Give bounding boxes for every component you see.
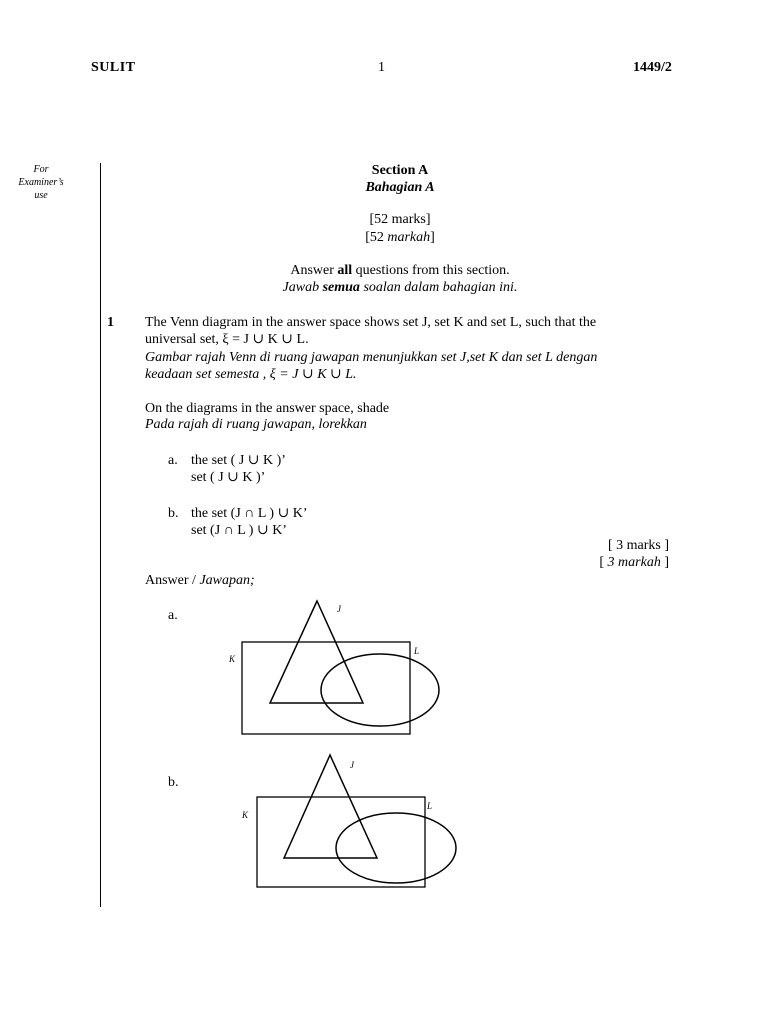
question-number: 1 (107, 315, 114, 330)
answer-ms: Jawapan; (199, 573, 255, 588)
paper-code: 1449/2 (633, 60, 672, 75)
label-k: K (229, 654, 236, 664)
answer-label (145, 572, 255, 589)
shade-instruction: On the diagrams in the answer space, shade (145, 401, 390, 416)
instr-pre: Answer (290, 263, 338, 278)
label-j: J (337, 604, 341, 614)
set-j-triangle (284, 755, 377, 858)
part-a-line-1: the set ( J ∪ K )’ (191, 453, 286, 468)
instr-ms-post: soalan dalam bahagian ini. (359, 280, 518, 295)
section-title: Section A (371, 163, 429, 178)
instruction-ms (170, 280, 630, 296)
margin-divider (100, 163, 101, 907)
section-marks-ms (170, 230, 630, 246)
set-k-rectangle (257, 797, 425, 887)
section-title-ms: Bahagian A (365, 180, 435, 195)
instr-bold: all (337, 263, 353, 278)
qmarks-ms-open: [ (599, 555, 608, 570)
marks-ms-close: ] (430, 230, 435, 245)
question-marks-ms (599, 555, 669, 571)
section-marks: [52 marks] (369, 212, 431, 227)
examiner-line-1: For (33, 164, 49, 175)
examiner-line-3: use (34, 190, 48, 201)
set-l-ellipse (321, 654, 439, 726)
header-sulit: SULIT (91, 60, 136, 75)
part-b-label: b. (168, 506, 179, 521)
examiner-use-label (10, 163, 72, 202)
instr-post: questions from this section. (352, 263, 510, 278)
label-l: L (427, 801, 433, 811)
question-marks: [ 3 marks ] (607, 538, 669, 553)
instruction (170, 263, 630, 279)
instr-ms-pre: Jawab (282, 280, 323, 295)
page-number: 1 (378, 60, 385, 75)
question-line-1: The Venn diagram in the answer space shows set J, set K and set L, such that the (145, 315, 597, 330)
answer-pre: Answer / (145, 573, 200, 588)
venn-diagram-b (235, 750, 475, 900)
part-a-line-2: set ( J ∪ K )’ (191, 470, 266, 485)
instr-ms-bold: semua (322, 280, 360, 295)
marks-ms-open: [52 (365, 230, 388, 245)
qmarks-ms-word: 3 markah (607, 555, 661, 570)
label-k: K (242, 810, 249, 820)
question-line-3-ms: Gambar rajah Venn di ruang jawapan menunjukkan set J,set K dan set L dengan (145, 350, 598, 365)
diagram-b-label: b. (168, 775, 179, 790)
diagram-a-label: a. (168, 608, 178, 623)
part-b-line-2: set (J ∩ L ) ∪ K’ (191, 523, 287, 538)
set-l-ellipse (336, 813, 456, 883)
marks-ms-word: markah (387, 230, 431, 245)
question-line-2: universal set, ξ = J ∪ K ∪ L. (145, 332, 309, 347)
set-k-rectangle (242, 642, 410, 734)
qmarks-ms-close: ] (660, 555, 669, 570)
label-j: J (350, 760, 354, 770)
venn-diagram-a (220, 595, 460, 745)
shade-instruction-ms: Pada rajah di ruang jawapan, lorekkan (145, 417, 367, 432)
question-line-4-ms: keadaan set semesta , ξ = J ∪ K ∪ L. (145, 367, 357, 382)
examiner-line-2: Examiner’s (18, 177, 64, 188)
part-b-line-1: the set (J ∩ L ) ∪ K’ (191, 506, 308, 521)
set-j-triangle (270, 601, 363, 703)
part-a-label: a. (168, 453, 178, 468)
label-l: L (414, 646, 420, 656)
